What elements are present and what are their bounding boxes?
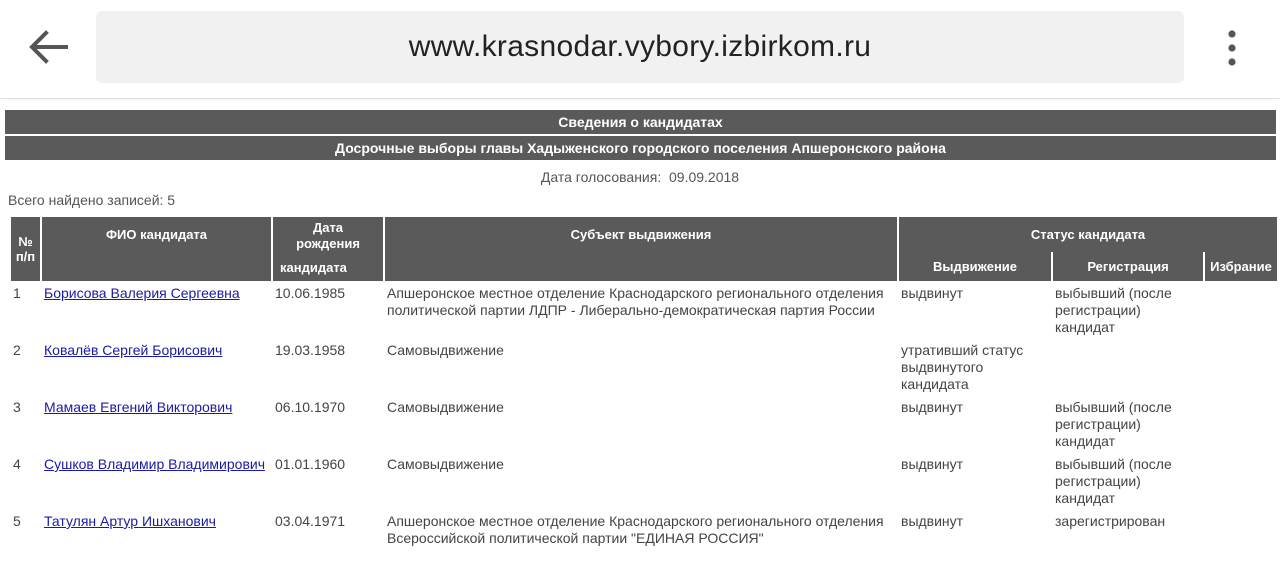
kebab-menu-icon[interactable] xyxy=(1222,30,1242,66)
candidates-table xyxy=(9,217,1279,566)
header-registration: Регистрация xyxy=(1053,252,1203,281)
row-birth: 01.01.1960 xyxy=(275,456,346,472)
row-birth: 03.04.1971 xyxy=(275,513,346,529)
row-nomination: выдвинут xyxy=(901,399,964,415)
candidate-link[interactable]: Мамаев Евгений Викторович xyxy=(44,399,233,415)
vote-date xyxy=(0,169,1280,185)
header-subject: Субъект выдвижения xyxy=(385,217,897,281)
candidate-link[interactable]: Сушков Владимир Владимирович xyxy=(44,456,265,472)
table-row xyxy=(11,338,1277,395)
row-election xyxy=(1205,452,1277,509)
table-row xyxy=(11,395,1277,452)
row-election xyxy=(1205,338,1277,395)
row-registration: выбывший (после регистрации) кандидат xyxy=(1055,456,1172,506)
row-num: 3 xyxy=(13,399,21,415)
row-birth: 19.03.1958 xyxy=(275,342,346,358)
row-subject: Самовыдвижение xyxy=(387,342,504,358)
row-registration: выбывший (после регистрации) кандидат xyxy=(1055,285,1172,335)
row-registration: зарегистрирован xyxy=(1055,513,1166,529)
address-bar[interactable] xyxy=(96,11,1184,83)
row-num: 2 xyxy=(13,342,21,358)
browser-toolbar xyxy=(0,0,1280,99)
row-election xyxy=(1205,509,1277,566)
header-fio: ФИО кандидата xyxy=(42,217,271,281)
row-subject: Апшеронское местное отделение Краснодарского регионального отделения политической партии ЛДПР - Либерально-демократическая партия России xyxy=(387,285,884,318)
row-nomination: выдвинут xyxy=(901,285,964,301)
row-subject: Самовыдвижение xyxy=(387,456,504,472)
row-nomination: выдвинут xyxy=(901,513,964,529)
row-nomination: выдвинут xyxy=(901,456,964,472)
candidate-link[interactable]: Ковалёв Сергей Борисович xyxy=(44,342,223,358)
row-registration: выбывший (после регистрации) кандидат xyxy=(1055,399,1172,449)
row-subject: Самовыдвижение xyxy=(387,399,504,415)
election-title: Досрочные выборы главы Хадыженского городского поселения Апшеронского района xyxy=(5,136,1276,160)
page-title: Сведения о кандидатах xyxy=(5,110,1276,134)
row-num: 1 xyxy=(13,285,21,301)
candidate-link[interactable]: Татулян Артур Ишханович xyxy=(44,513,216,529)
row-subject: Апшеронское местное отделение Краснодарского регионального отделения Всероссийской политической партии "ЕДИНАЯ РОССИЯ" xyxy=(387,513,884,546)
url-text: www.krasnodar.vybory.izbirkom.ru xyxy=(408,30,872,63)
table-row xyxy=(11,452,1277,509)
back-arrow-icon[interactable] xyxy=(26,27,70,67)
header-nomination: Выдвижение xyxy=(899,252,1051,281)
row-nomination: утративший статус выдвинутого кандидата xyxy=(901,342,1024,392)
header-election: Избрание xyxy=(1205,252,1277,281)
table-row xyxy=(11,509,1277,566)
row-num: 5 xyxy=(13,513,21,529)
row-election xyxy=(1205,395,1277,452)
row-birth: 10.06.1985 xyxy=(275,285,346,301)
row-num: 4 xyxy=(13,456,21,472)
header-birth: Дата рождения кандидата xyxy=(273,217,383,281)
table-row xyxy=(11,281,1277,338)
vote-date-value: 09.09.2018 xyxy=(669,169,740,185)
candidate-link[interactable]: Борисова Валерия Сергеевна xyxy=(44,285,240,301)
total-records: Всего найдено записей: 5 xyxy=(8,192,176,208)
vote-date-label: Дата голосования: xyxy=(540,169,662,185)
row-election xyxy=(1205,281,1277,338)
row-birth: 06.10.1970 xyxy=(275,399,346,415)
row-registration xyxy=(1053,338,1203,395)
header-status: Статус кандидата xyxy=(899,217,1277,252)
header-num: № п/п xyxy=(11,217,40,281)
